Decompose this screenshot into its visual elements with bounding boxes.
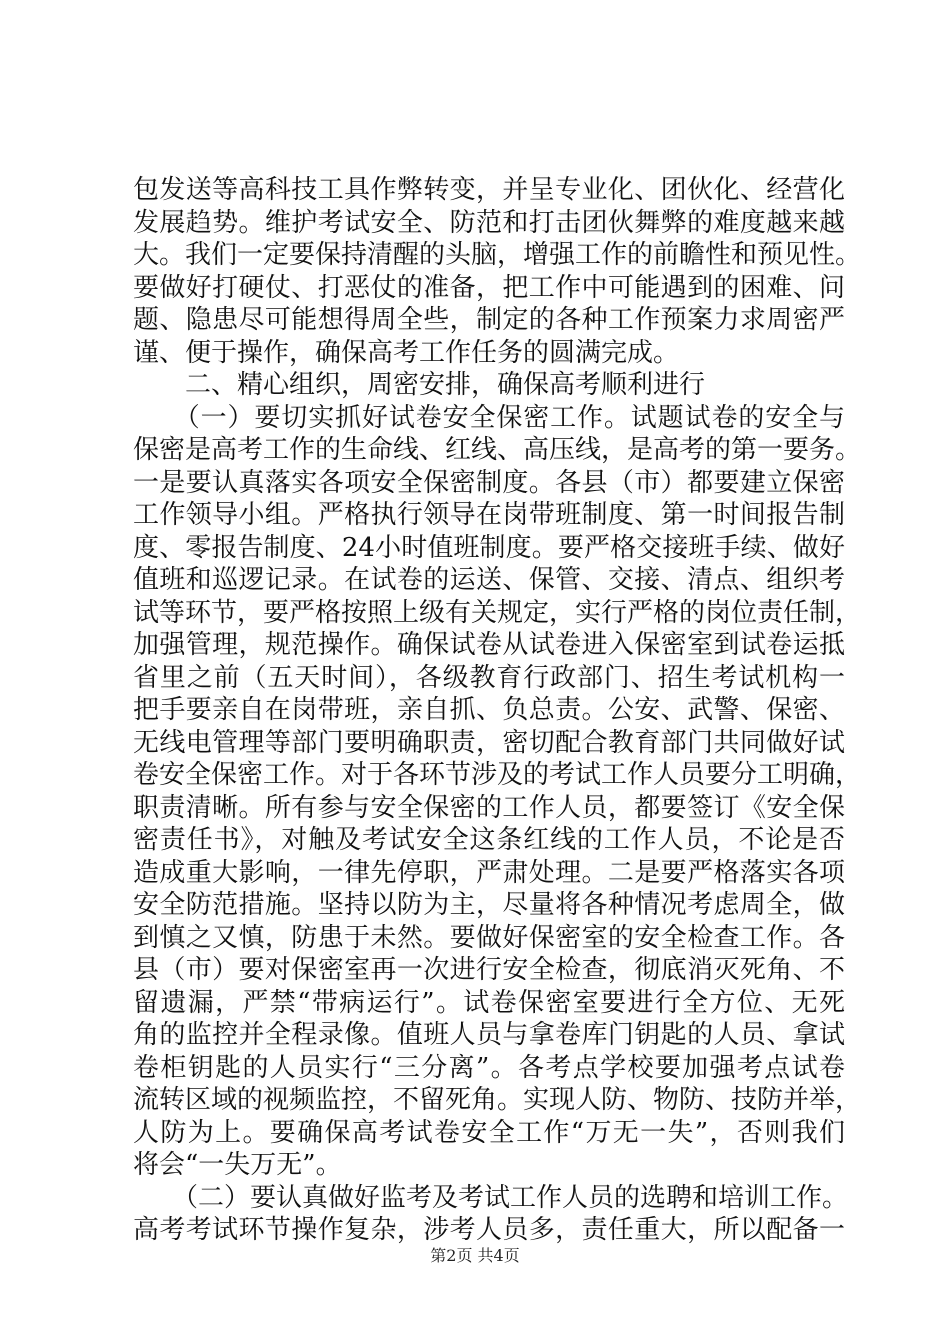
text-line: 将会“一失万无”。 [133, 1150, 342, 1180]
text-line: 包发送等高科技工具作弊转变，并呈专业化、团伙化、经营化 [133, 175, 845, 205]
text-line: 卷安全保密工作。对于各环节涉及的考试工作人员要分工明确， [133, 760, 862, 790]
text-line: 加强管理，规范操作。确保试卷从试卷进入保密室到试卷运抵 [133, 630, 845, 660]
text-line: 安全防范措施。坚持以防为主，尽量将各种情况考虑周全，做 [133, 890, 845, 920]
body-text [133, 174, 862, 1247]
text-line: 发展趋势。维护考试安全、防范和打击团伙舞弊的难度越来越 [133, 207, 845, 238]
text-line: 角的监控并全程录像。值班人员与拿卷库门钥匙的人员、拿试 [133, 1020, 845, 1050]
text-line: 到慎之又慎，防患于未然。要做好保密室的安全检查工作。各 [133, 922, 845, 953]
text-line: 把手要亲自在岗带班，亲自抓、负总责。公安、武警、保密、 [133, 695, 845, 725]
text-line: 要做好打硬仗、打恶仗的准备，把工作中可能遇到的困难、问 [133, 272, 845, 303]
text-line: 无线电管理等部门要明确职责，密切配合教育部门共同做好试 [133, 727, 845, 758]
text-line: 保密是高考工作的生命线、红线、高压线，是高考的第一要务。 [133, 435, 862, 465]
text-line: 职责清晰。所有参与安全保密的工作人员，都要签订《安全保 [133, 792, 845, 823]
text-line: 谨、便于操作，确保高考工作任务的圆满完成。 [133, 337, 680, 368]
text-line: 值班和巡逻记录。在试卷的运送、保管、交接、清点、组织考 [133, 565, 845, 595]
text-line: 县（市）要对保密室再一次进行安全检查，彻底消灭死角、不 [133, 955, 845, 985]
page-footer: 第2页 共4页 [430, 1246, 520, 1265]
text-line: 卷柜钥匙的人员实行“三分离”。各考点学校要加强考点试卷 [133, 1052, 845, 1083]
text-line: 高考考试环节操作复杂，涉考人员多，责任重大，所以配备一 [133, 1215, 845, 1245]
text-line: 一是要认真落实各项安全保密制度。各县（市）都要建立保密 [133, 467, 845, 498]
text-line: 流转区域的视频监控，不留死角。实现人防、物防、技防并举， [133, 1085, 862, 1115]
text-line: 二、精心组织，周密安排，确保高考顺利进行 [133, 370, 706, 400]
text-line: 省里之前（五天时间），各级教育行政部门、招生考试机构一 [133, 662, 845, 693]
text-line: （二）要认真做好监考及考试工作人员的选聘和培训工作。 [133, 1182, 849, 1213]
text-line: 留遗漏，严禁“带病运行”。试卷保密室要进行全方位、无死 [133, 987, 845, 1018]
text-line: 工作领导小组。严格执行领导在岗带班制度、第一时间报告制 [133, 500, 845, 530]
text-line: 大。我们一定要保持清醒的头脑，增强工作的前瞻性和预见性。 [133, 240, 862, 270]
text-line: 密责任书》，对触及考试安全这条红线的工作人员，不论是否 [133, 825, 845, 855]
text-line: 试等环节，要严格按照上级有关规定，实行严格的岗位责任制， [133, 597, 862, 628]
text-line: 人防为上。要确保高考试卷安全工作“万无一失”，否则我们 [133, 1117, 845, 1148]
text-line: （一）要切实抓好试卷安全保密工作。试题试卷的安全与 [133, 402, 845, 433]
text-line: 造成重大影响，一律先停职，严肃处理。二是要严格落实各项 [133, 857, 845, 888]
text-line: 度、零报告制度、24小时值班制度。要严格交接班手续、做好 [133, 532, 845, 563]
text-line: 题、隐患尽可能想得周全些，制定的各种工作预案力求周密严 [133, 305, 845, 335]
